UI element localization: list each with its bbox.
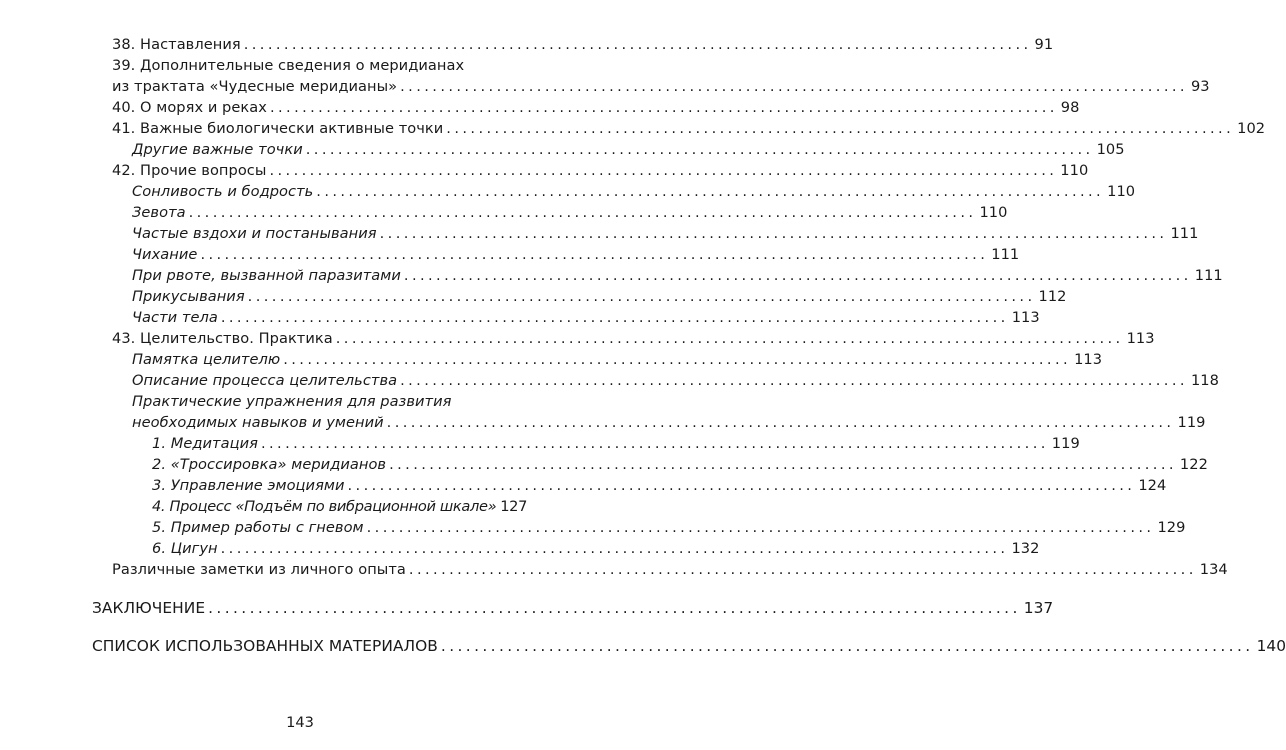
toc-entry-page: 91: [1034, 36, 1054, 53]
toc-entry: [132, 349, 1103, 371]
toc-entry: [132, 244, 1020, 266]
toc-entry: [112, 76, 1210, 98]
toc-entry-page: 134: [1199, 561, 1228, 578]
dot-leader: ..................................................................................................: [440, 637, 1254, 655]
dot-leader: ..................................................................................................: [347, 477, 1136, 494]
dot-leader: ..................................................................................................: [400, 78, 1188, 95]
toc-entry-page: 119: [1177, 414, 1206, 431]
toc-entry: [132, 391, 508, 413]
dot-leader: ..................................................................................................: [247, 288, 1036, 305]
toc-entry: [132, 370, 1219, 392]
toc-entry: [112, 55, 508, 77]
toc-entry-title: ЗАКЛЮЧЕНИЕ: [92, 599, 206, 617]
toc-entry-page: 110: [1107, 183, 1136, 200]
toc-entry-title: Памятка целителю: [132, 351, 281, 368]
toc-entry-title: 1. Медитация: [152, 435, 258, 452]
toc-entry-title: из трактата «Чудесные меридианы»: [112, 78, 398, 95]
dot-leader: ..................................................................................................: [389, 456, 1177, 473]
toc-entry-title: 42. Прочие вопросы: [112, 162, 267, 179]
toc-entry-page: 110: [979, 204, 1008, 221]
toc-entry-page: 111: [1194, 267, 1223, 284]
toc-entry: [92, 597, 1054, 619]
toc-entry: [152, 517, 1186, 539]
toc-entry-title: 4. Процесс «Подъём по вибрационной шкале»: [152, 498, 497, 515]
dot-leader: ..................................................................................................: [269, 99, 1058, 116]
toc-entry: [132, 181, 1136, 203]
toc-entry: [132, 412, 1206, 434]
toc-entry: [152, 538, 1040, 560]
toc-entry-page: 111: [991, 246, 1020, 263]
toc-entry-title: Различные заметки из личного опыта: [112, 561, 406, 578]
dot-leader: ..................................................................................................: [335, 330, 1124, 347]
toc-entry-title: Прикусывания: [132, 288, 245, 305]
toc-entry-title: необходимых навыков и умений: [132, 414, 384, 431]
dot-leader: ..................................................................................................: [188, 204, 977, 221]
toc-entry-page: 129: [1157, 519, 1186, 536]
dot-leader: ..................................................................................................: [316, 183, 1105, 200]
toc-entry-page: 140: [1256, 637, 1286, 655]
toc-entry-page: 119: [1051, 435, 1080, 452]
dot-leader: ..................................................................................................: [269, 162, 1058, 179]
toc-entry: [152, 475, 1167, 497]
toc-entry: [152, 454, 1208, 476]
toc-entry-page: 110: [1060, 162, 1089, 179]
toc-entry-page: 93: [1190, 78, 1210, 95]
dot-leader: ..................................................................................................: [243, 36, 1032, 53]
toc-entry: [152, 496, 528, 518]
toc-entry: [132, 307, 1040, 329]
toc-entry-title: Частые вздохи и постанывания: [132, 225, 377, 242]
dot-leader: ..................................................................................................: [446, 120, 1235, 137]
dot-leader: ..................................................................................................: [305, 141, 1094, 158]
page-number: 143: [286, 714, 314, 731]
dot-leader: ..................................................................................................: [403, 267, 1192, 284]
toc-entry: [112, 118, 1266, 140]
dot-leader: ..................................................................................................: [260, 435, 1049, 452]
toc-entry-page: 113: [1126, 330, 1155, 347]
toc-entry-page: 137: [1023, 599, 1054, 617]
toc-entry-title: 3. Управление эмоциями: [152, 477, 345, 494]
toc-entry: [92, 635, 1286, 657]
dot-leader: ..................................................................................................: [400, 372, 1188, 389]
toc-entry-page: 132: [1011, 540, 1040, 557]
toc-entry-page: 113: [1074, 351, 1103, 368]
toc-entry-title: 38. Наставления: [112, 36, 241, 53]
toc-entry: [112, 34, 1054, 56]
toc-entry: [152, 433, 1080, 455]
toc-entry-title: 41. Важные биологически активные точки: [112, 120, 444, 137]
toc-entry: [132, 202, 1008, 224]
toc-entry: [112, 328, 1155, 350]
toc-entry-title: Чихание: [132, 246, 198, 263]
toc-entry-title: СПИСОК ИСПОЛЬЗОВАННЫХ МАТЕРИАЛОВ: [92, 637, 438, 655]
toc-entry-title: Зевота: [132, 204, 186, 221]
dot-leader: ..................................................................................................: [220, 540, 1009, 557]
toc-entry-page: 124: [1138, 477, 1167, 494]
toc-entry-page: 105: [1096, 141, 1125, 158]
dot-leader: ..................................................................................................: [379, 225, 1168, 242]
toc-entry: [132, 265, 1223, 287]
toc-entry: [132, 223, 1199, 245]
toc-entry-title: Описание процесса целительства: [132, 372, 398, 389]
toc-entry-title: 6. Цигун: [152, 540, 218, 557]
toc-entry-page: 122: [1179, 456, 1208, 473]
toc-entry: [132, 286, 1067, 308]
toc-entry-page: 102: [1237, 120, 1266, 137]
dot-leader: ..................................................................................................: [200, 246, 989, 263]
toc-entry-page: 118: [1190, 372, 1219, 389]
dot-leader: ..................................................................................................: [220, 309, 1009, 326]
toc-entry-title: Другие важные точки: [132, 141, 303, 158]
toc-entry: [112, 160, 1089, 182]
dot-leader: ..................................................................................................: [408, 561, 1197, 578]
toc-entry-page: 113: [1011, 309, 1040, 326]
toc-entry-page: 127: [500, 498, 528, 515]
dot-leader: ..................................................................................................: [208, 599, 1021, 617]
dot-leader: ..................................................................................................: [386, 414, 1175, 431]
toc-entry: [112, 97, 1080, 119]
toc-entry-title: Части тела: [132, 309, 218, 326]
dot-leader: ..................................................................................................: [366, 519, 1155, 536]
toc-entry-title: 40. О морях и реках: [112, 99, 267, 116]
toc-entry-title: Практические упражнения для развития: [132, 393, 452, 410]
toc-entry: [132, 139, 1125, 161]
toc-entry: [112, 559, 1228, 581]
dot-leader: ..................................................................................................: [283, 351, 1072, 368]
toc-entry-title: 39. Дополнительные сведения о меридианах: [112, 57, 465, 74]
toc-entry-title: 5. Пример работы с гневом: [152, 519, 364, 536]
toc-entry-page: 112: [1038, 288, 1067, 305]
toc-entry-title: При рвоте, вызванной паразитами: [132, 267, 401, 284]
toc-entry-title: 43. Целительство. Практика: [112, 330, 333, 347]
toc-entry-title: Сонливость и бодрость: [132, 183, 314, 200]
toc-entry-page: 98: [1060, 99, 1080, 116]
toc-entry-title: 2. «Троссировка» меридианов: [152, 456, 387, 473]
toc-entry-page: 111: [1170, 225, 1199, 242]
